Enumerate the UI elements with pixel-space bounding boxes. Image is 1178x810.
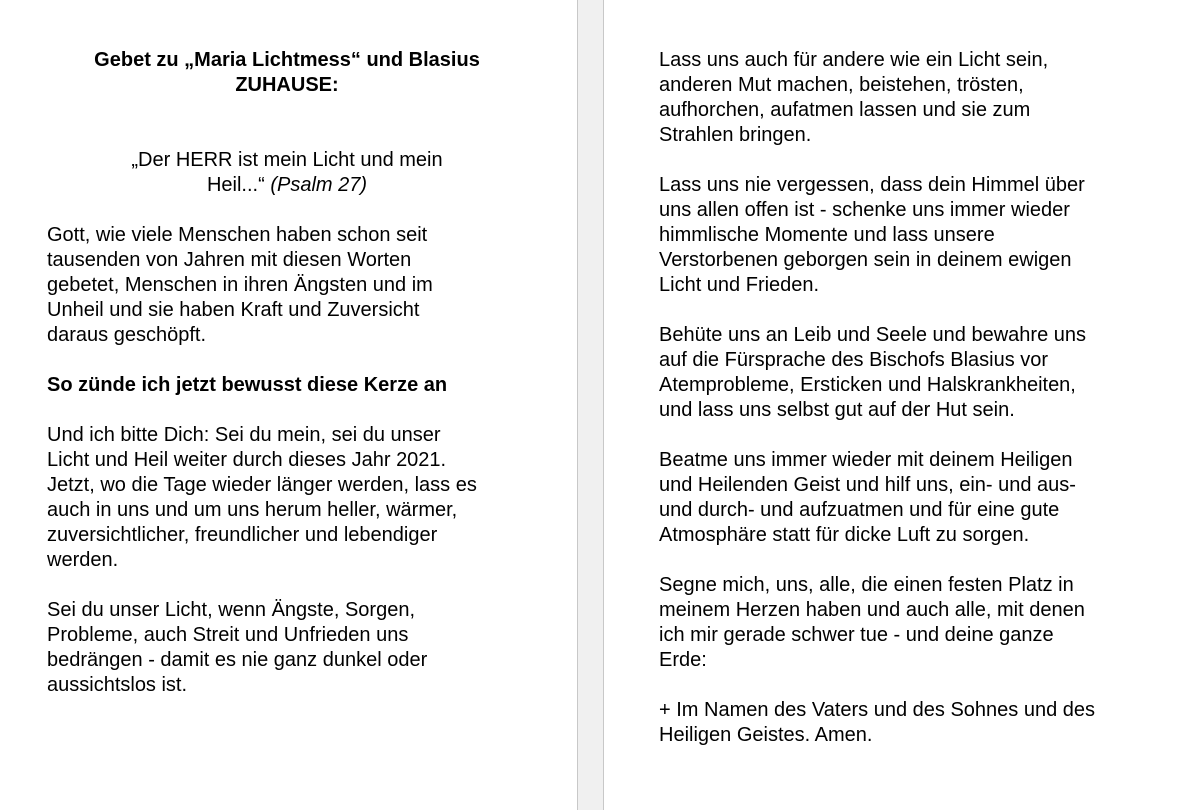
text-line: Unheil und sie haben Kraft und Zuversicht: [47, 299, 420, 321]
text-line: tausenden von Jahren mit diesen Worten: [47, 249, 412, 271]
page-right: [604, 0, 1178, 810]
text-line: und Heilenden Geist und hilf uns, ein- und aus-: [659, 474, 1076, 496]
text-line: Heiligen Geistes. Amen.: [659, 724, 873, 746]
page-gutter: [578, 0, 604, 810]
text-line: Strahlen bringen.: [659, 124, 812, 146]
left-paragraph-1: [47, 223, 527, 348]
text-line: Verstorbenen geborgen sein in deinem ewigen: [659, 249, 1072, 271]
psalm-reference: (Psalm 27): [270, 174, 368, 196]
right-paragraph-4: [659, 448, 1139, 548]
text-line: anderen Mut machen, beistehen, trösten,: [659, 74, 1024, 96]
text-line: Licht und Frieden.: [659, 274, 820, 296]
text-line: Segne mich, uns, alle, die einen festen Platz in: [659, 574, 1074, 596]
text-line: meinem Herzen haben und auch alle, mit denen: [659, 599, 1085, 621]
text-line: himmlische Momente und lass unsere: [659, 224, 995, 246]
text-line: Behüte uns an Leib und Seele und bewahre uns: [659, 324, 1087, 346]
text-line: ich mir gerade schwer tue - und deine ganze: [659, 624, 1054, 646]
text-line: und durch- und aufzuatmen und für eine gute: [659, 499, 1060, 521]
text-line: werden.: [47, 549, 119, 571]
text-line: gebetet, Menschen in ihren Ängsten und im: [47, 274, 433, 296]
text-line: Jetzt, wo die Tage wieder länger werden, lass es: [47, 474, 477, 496]
title-line-1: Gebet zu „Maria Lichtmess“ und Blasius: [94, 49, 480, 71]
text-line: Gott, wie viele Menschen haben schon seit: [47, 224, 428, 246]
text-line: aufhorchen, aufatmen lassen und sie zum: [659, 99, 1031, 121]
right-paragraph-6: [659, 698, 1139, 748]
text-line: Lass uns nie vergessen, dass dein Himmel über: [659, 174, 1085, 196]
page-right-content: [659, 48, 1139, 773]
text-line: Lass uns auch für andere wie ein Licht sein,: [659, 49, 1049, 71]
text-line: Licht und Heil weiter durch dieses Jahr 2021.: [47, 449, 447, 471]
text-line: Atemprobleme, Ersticken und Halskrankheiten,: [659, 374, 1076, 396]
text-line: Probleme, auch Streit und Unfrieden uns: [47, 624, 409, 646]
left-paragraph-3: [47, 598, 527, 698]
text-line: und lass uns selbst gut auf der Hut sein.: [659, 399, 1015, 421]
text-line: daraus geschöpft.: [47, 324, 206, 346]
text-line: bedrängen - damit es nie ganz dunkel oder: [47, 649, 428, 671]
text-line: auch in uns und um uns herum heller, wärmer,: [47, 499, 458, 521]
candle-line: So zünde ich jetzt bewusst diese Kerze an: [47, 374, 448, 396]
right-paragraph-2: [659, 173, 1139, 298]
right-paragraph-5: [659, 573, 1139, 673]
page-left-content: [47, 48, 527, 723]
text-line: uns allen offen ist - schenke uns immer wieder: [659, 199, 1070, 221]
title-line-2: ZUHAUSE:: [235, 74, 339, 96]
left-paragraph-2: [47, 423, 527, 573]
psalm-line-2: Heil...“: [206, 174, 265, 196]
text-line: zuversichtlicher, freundlicher und lebendiger: [47, 524, 438, 546]
text-line: Atmosphäre statt für dicke Luft zu sorgen.: [659, 524, 1030, 546]
right-paragraph-1: [659, 48, 1139, 148]
psalm-quote: [47, 148, 527, 198]
prayer-title: [47, 48, 527, 98]
text-line: + Im Namen des Vaters und des Sohnes und des: [659, 699, 1096, 721]
text-line: Und ich bitte Dich: Sei du mein, sei du unser: [47, 424, 441, 446]
text-line: Erde:: [659, 649, 707, 671]
text-line: aussichtslos ist.: [47, 674, 188, 696]
text-line: Beatme uns immer wieder mit deinem Heiligen: [659, 449, 1073, 471]
right-paragraph-3: [659, 323, 1139, 423]
text-line: Sei du unser Licht, wenn Ängste, Sorgen,: [47, 599, 416, 621]
text-line: auf die Fürsprache des Bischofs Blasius vor: [659, 349, 1049, 371]
page-left: [0, 0, 578, 810]
psalm-line-1: „Der HERR ist mein Licht und mein: [131, 149, 443, 171]
